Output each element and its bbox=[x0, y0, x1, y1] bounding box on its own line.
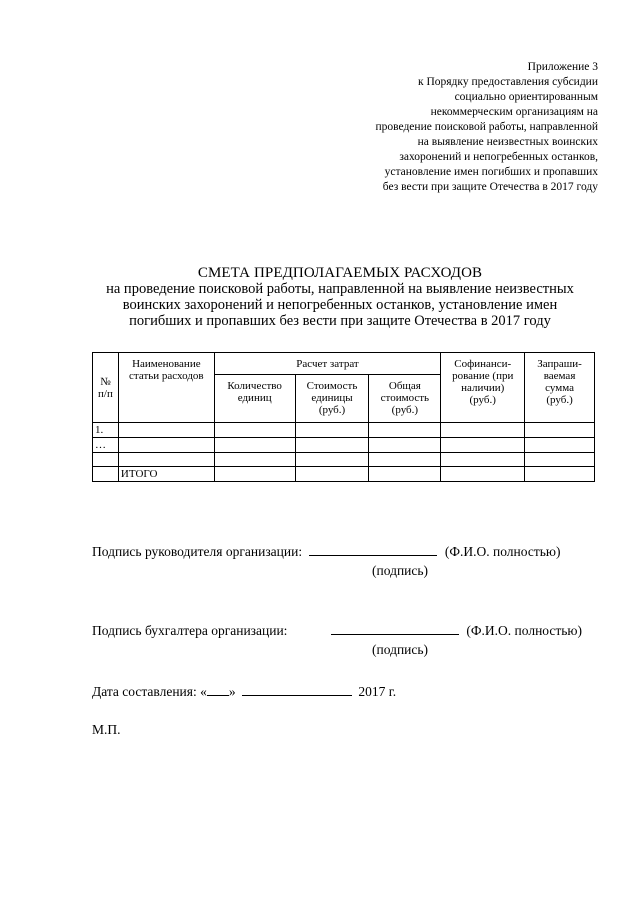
estimate-table bbox=[92, 352, 595, 482]
head-signature-label: Подпись руководителя организации: bbox=[92, 544, 303, 559]
head-signature-line bbox=[92, 544, 560, 560]
annex-header bbox=[298, 60, 598, 195]
date-year: 2017 г. bbox=[358, 684, 397, 699]
document-title bbox=[60, 265, 620, 329]
annex-line: Приложение 3 bbox=[527, 61, 598, 73]
table-total-row bbox=[93, 467, 595, 482]
header-requested-sum: Запраши- ваемая сумма (руб.) bbox=[525, 353, 595, 423]
date-day-blank[interactable] bbox=[207, 695, 229, 696]
header-quantity: Количество единиц bbox=[214, 375, 295, 423]
header-unit-cost: Стоимость единицы (руб.) bbox=[295, 375, 369, 423]
table-row bbox=[93, 423, 595, 438]
date-label: Дата составления: « bbox=[92, 684, 207, 699]
annex-line: к Порядку предоставления субсидии bbox=[418, 76, 598, 88]
head-signature-blank[interactable] bbox=[309, 555, 437, 556]
total-label: ИТОГО bbox=[118, 467, 214, 482]
title-sub-line: воинских захоронений и непогребенных останков, установление имен bbox=[122, 297, 558, 313]
table-row bbox=[93, 453, 595, 467]
header-total-cost: Общая стоимость (руб.) bbox=[369, 375, 441, 423]
row-number bbox=[93, 453, 119, 467]
annex-line: проведение поисковой работы, направленной bbox=[375, 121, 598, 133]
annex-line: социально ориентированным bbox=[454, 91, 598, 103]
title-sub-line: погибших и пропавших без вести при защите Отечества в 2017 году bbox=[129, 313, 551, 329]
annex-line: без вести при защите Отечества в 2017 году bbox=[382, 181, 598, 193]
annex-line: установление имен погибших и пропавших bbox=[384, 166, 598, 178]
title-head: СМЕТА ПРЕДПОЛАГАЕМЫХ РАСХОДОВ bbox=[197, 265, 483, 281]
row-number: 1. bbox=[93, 423, 119, 438]
header-number: № п/п bbox=[93, 353, 119, 423]
row-number: … bbox=[93, 438, 119, 453]
accountant-signature-blank[interactable] bbox=[331, 634, 459, 635]
header-item-name: Наименование статьи расходов bbox=[118, 353, 214, 423]
accountant-fio-note: (Ф.И.О. полностью) bbox=[466, 623, 583, 638]
accountant-sign-note: (подпись) bbox=[372, 642, 429, 657]
head-sign-note: (подпись) bbox=[372, 563, 429, 578]
date-month-blank[interactable] bbox=[242, 695, 352, 696]
table-row bbox=[93, 438, 595, 453]
head-fio-note: (Ф.И.О. полностью) bbox=[444, 544, 561, 559]
stamp-place: М.П. bbox=[92, 722, 121, 737]
annex-line: захоронений и непогребенных останков, bbox=[399, 151, 598, 163]
date-line bbox=[92, 684, 396, 700]
annex-line: некоммерческим организациям на bbox=[430, 106, 598, 118]
annex-line: на выявление неизвестных воинских bbox=[417, 136, 598, 148]
header-cost-calculation: Расчет затрат bbox=[214, 353, 441, 375]
date-quote-close: » bbox=[228, 684, 236, 699]
title-sub-line: на проведение поисковой работы, направленной на выявление неизвестных bbox=[106, 281, 574, 297]
header-cofinancing: Софинанси- рование (при наличии) (руб.) bbox=[441, 353, 525, 423]
accountant-signature-line bbox=[331, 623, 582, 639]
accountant-label: Подпись бухгалтера организации: bbox=[92, 623, 288, 638]
